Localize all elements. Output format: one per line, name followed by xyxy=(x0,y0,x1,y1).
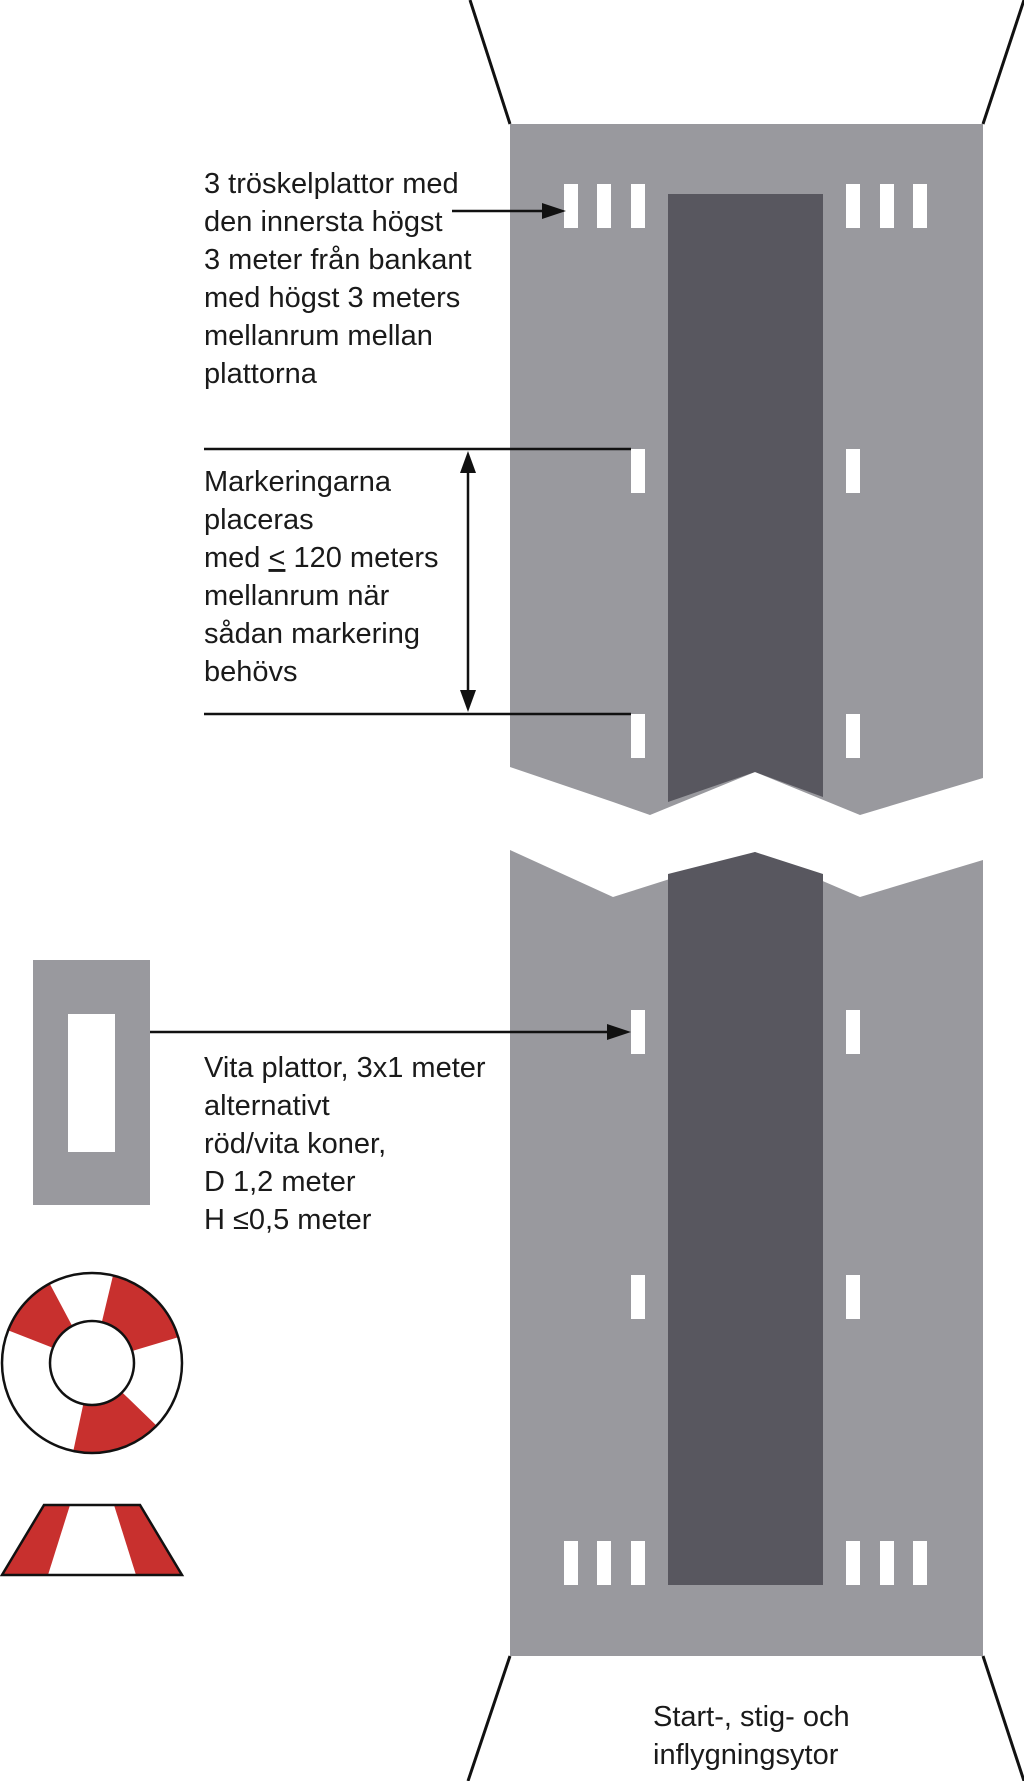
threshold-marker xyxy=(880,1541,894,1585)
threshold-note-line: mellanrum mellan xyxy=(204,320,433,352)
surfaces-note-line: Start-, stig- och xyxy=(653,1701,850,1733)
approach-line-top-right xyxy=(983,0,1024,124)
approach-line-top-left xyxy=(470,0,510,124)
threshold-marker xyxy=(564,184,578,228)
approach-line-bottom-left xyxy=(468,1656,510,1781)
edge-marker xyxy=(631,1275,645,1319)
threshold-marker xyxy=(846,184,860,228)
runway-strip-upper xyxy=(510,124,983,815)
plates-note-line: Vita plattor, 3x1 meter xyxy=(204,1052,486,1084)
runway-surface-lower xyxy=(668,852,823,1585)
white-plate-icon xyxy=(33,960,150,1205)
edge-marker xyxy=(846,714,860,758)
cone-top-view-icon xyxy=(2,1273,182,1453)
threshold-marker xyxy=(913,184,927,228)
surfaces-note xyxy=(653,1701,850,1771)
runway-surface-upper xyxy=(668,194,823,802)
plates-note-line: D 1,2 meter xyxy=(204,1166,356,1198)
threshold-note-line: plattorna xyxy=(204,358,317,390)
spacing-note-line: behövs xyxy=(204,656,298,688)
plate-white xyxy=(68,1014,115,1152)
edge-marker xyxy=(846,1275,860,1319)
edge-marker xyxy=(846,1010,860,1054)
threshold-note-line: den innersta högst xyxy=(204,206,443,238)
plates-note-line: H ≤0,5 meter xyxy=(204,1204,372,1236)
spacing-note-line: mellanrum när xyxy=(204,580,390,612)
spacing-note xyxy=(204,466,439,688)
threshold-marker xyxy=(880,184,894,228)
spacing-note-line: sådan markering xyxy=(204,618,420,650)
cone-ring-hole xyxy=(50,1321,134,1405)
runway-strip-lower xyxy=(510,850,983,1656)
plates-note-line: alternativt xyxy=(204,1090,330,1122)
arrow-head-icon xyxy=(460,451,476,473)
threshold-note xyxy=(204,168,472,390)
threshold-marker xyxy=(597,184,611,228)
plates-note-line: röd/vita koner, xyxy=(204,1128,387,1160)
threshold-marker xyxy=(564,1541,578,1585)
threshold-marker xyxy=(631,1541,645,1585)
arrow-head-icon xyxy=(460,690,476,712)
spacing-note-line: med < 120 meters xyxy=(204,542,439,574)
edge-marker xyxy=(631,714,645,758)
spacing-note-line: placeras xyxy=(204,504,314,536)
threshold-note-line: med högst 3 meters xyxy=(204,282,461,314)
threshold-marker xyxy=(846,1541,860,1585)
spacing-note-line: Markeringarna xyxy=(204,466,391,498)
plates-note xyxy=(204,1052,486,1236)
edge-marker xyxy=(631,449,645,493)
threshold-marker xyxy=(913,1541,927,1585)
approach-line-bottom-right xyxy=(983,1656,1024,1781)
edge-marker xyxy=(846,449,860,493)
threshold-note-line: 3 meter från bankant xyxy=(204,244,472,276)
cone-side-view-icon xyxy=(2,1505,182,1575)
surfaces-note-line: inflygningsytor xyxy=(653,1739,839,1771)
edge-marker xyxy=(631,1010,645,1054)
threshold-marker xyxy=(631,184,645,228)
threshold-note-line: 3 tröskelplattor med xyxy=(204,168,459,200)
threshold-marker xyxy=(597,1541,611,1585)
